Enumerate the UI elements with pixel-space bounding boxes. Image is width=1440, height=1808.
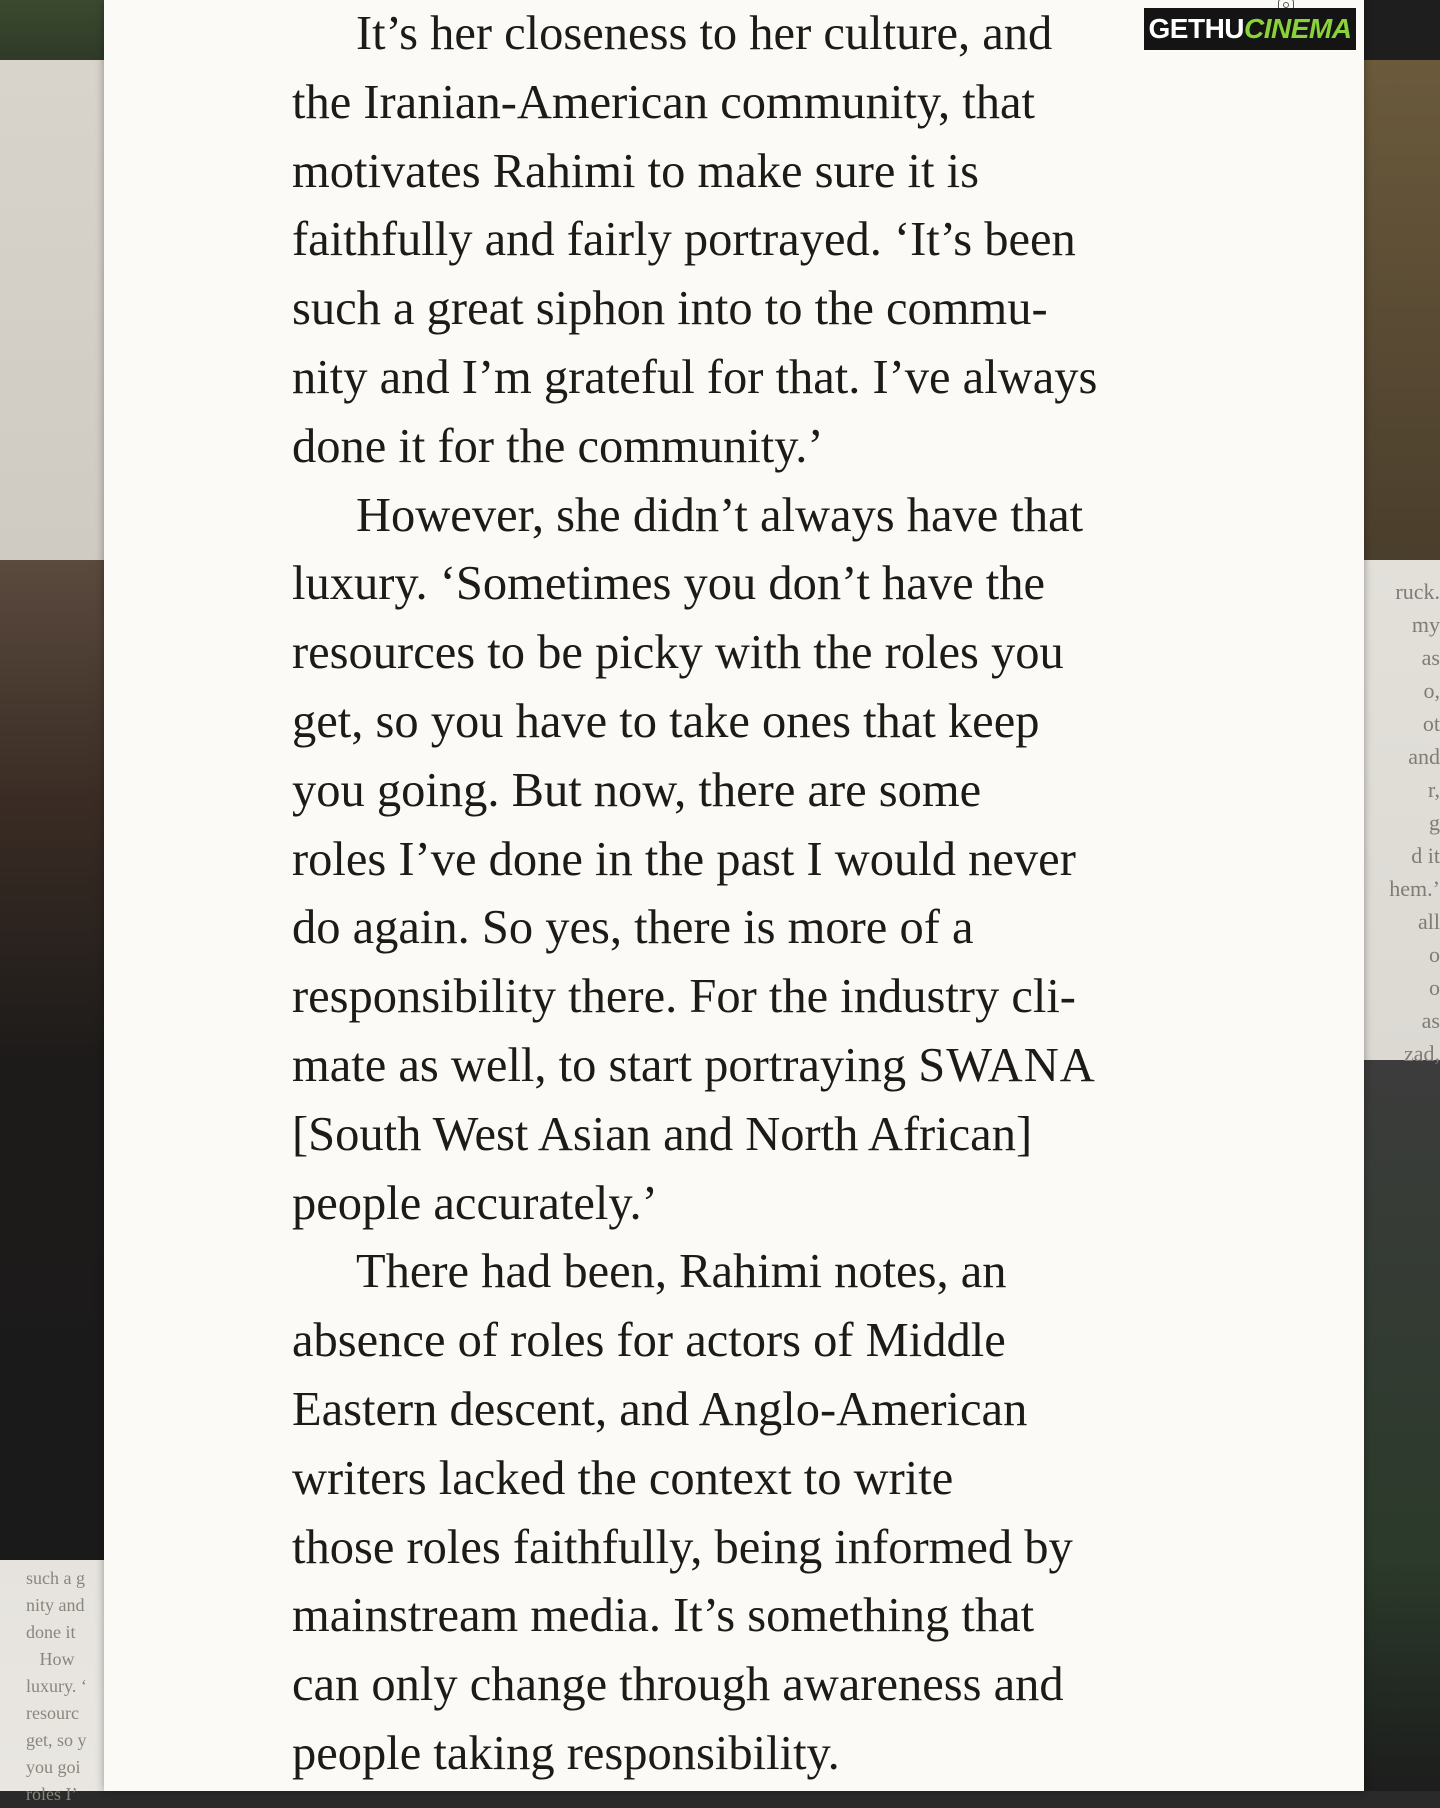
- paragraph-1: [292, 0, 1292, 482]
- text-line: done it for the community.’: [292, 419, 824, 473]
- text-line: such a great siphon into to the commu-: [292, 282, 1048, 336]
- paragraph-2: [292, 482, 1292, 1239]
- text-line: writers lacked the context to write: [292, 1451, 954, 1505]
- magazine-page: [104, 0, 1364, 1791]
- text-segment: mate as well, to start portraying: [292, 1038, 907, 1092]
- text-line: absence of roles for actors of Middle: [292, 1314, 1006, 1368]
- text-line: mainstream media. It’s something that: [292, 1589, 1035, 1643]
- article-body: [292, 0, 1292, 1789]
- background-left-text: such a g nity and done it How luxury. ‘ resourc get, so y you goi roles I’: [26, 1568, 87, 1804]
- text-line: faithfully and fairly portrayed. ‘It’s been: [292, 213, 1076, 267]
- text-line: those roles faithfully, being informed by: [292, 1520, 1073, 1574]
- text-line: nity and I’m grateful for that. I’ve always: [292, 350, 1098, 404]
- text-line: responsibility there. For the industry cli-: [292, 970, 1076, 1024]
- text-line: Eastern descent, and Anglo-American: [292, 1382, 1028, 1436]
- text-line: luxury. ‘Sometimes you don’t have the: [292, 557, 1045, 611]
- text-line: you going. But now, there are some: [292, 763, 982, 817]
- text-line: do again. So yes, there is more of a: [292, 901, 974, 955]
- text-line: people accurately.’: [292, 1176, 658, 1230]
- background-right-text: ruck. my as o, ot and r, g d it hem.’ all o o as zad,: [1389, 579, 1440, 1066]
- text-line: people taking responsibility.: [292, 1726, 840, 1780]
- text-line: resources to be picky with the roles you: [292, 626, 1064, 680]
- paragraph-3: [292, 1238, 1292, 1788]
- text-line: get, so you have to take ones that keep: [292, 694, 1040, 748]
- text-line: However, she didn’t always have that: [356, 488, 1084, 542]
- background-left-blurred-text: [0, 70, 104, 550]
- logo-text-part-1: GETHU: [1148, 13, 1245, 44]
- text-line: motivates Rahimi to make sure it is: [292, 144, 979, 198]
- text-line: roles I’ve done in the past I would never: [292, 832, 1076, 886]
- text-line: the Iranian-American community, that: [292, 75, 1035, 129]
- text-line: can only change through awareness and: [292, 1658, 1064, 1712]
- text-line-with-acronym: [292, 1032, 1292, 1101]
- logo-text-part-2: CINEMA: [1244, 13, 1352, 44]
- text-line: There had been, Rahimi notes, an: [356, 1245, 1007, 1299]
- text-line: It’s her closeness to her culture, and: [356, 7, 1053, 60]
- watermark-logo: [1144, 8, 1356, 50]
- text-line: [South West Asian and North African]: [292, 1107, 1033, 1161]
- acronym-swana: SWANA: [918, 1038, 1096, 1092]
